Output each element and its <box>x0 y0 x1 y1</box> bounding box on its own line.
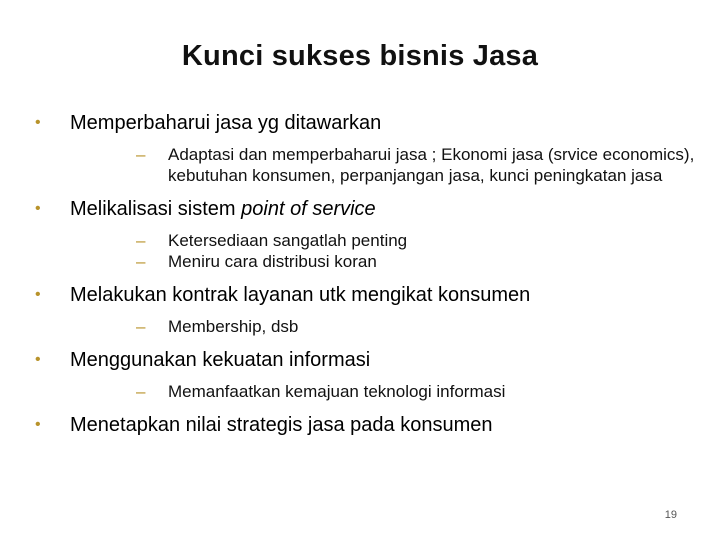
bullet-list <box>32 110 695 438</box>
bullet-dot-icon: • <box>35 416 41 433</box>
bullet-text: Memperbaharui jasa yg ditawarkan <box>70 112 382 134</box>
bullet-dot-icon: • <box>35 286 41 303</box>
sub-item <box>136 381 696 402</box>
sub-list <box>136 381 696 402</box>
sub-item <box>136 251 696 272</box>
bullet-dot-icon: • <box>35 114 41 131</box>
sub-item <box>136 316 696 337</box>
bullet-item <box>32 282 692 337</box>
bullet-text: Menggunakan kekuatan informasi <box>70 349 371 371</box>
bullet-dot-icon: • <box>35 200 41 217</box>
page-number: 19 <box>664 509 677 521</box>
sub-list <box>136 316 696 337</box>
sub-list <box>136 144 696 186</box>
slide-title: Kunci sukses bisnis Jasa <box>181 40 539 72</box>
sub-text: Meniru cara distribusi koran <box>168 252 377 271</box>
bullet-dot-icon: • <box>35 351 41 368</box>
bullet-item <box>32 347 692 402</box>
bullet-text: Melakukan kontrak layanan utk mengikat konsumen <box>70 284 531 306</box>
sub-text: Adaptasi dan memperbaharui jasa ; Ekonomi jasa (srvice economics), kebutuhan konsumen, perpanjangan jasa, kunci peningkatan jasa <box>168 145 695 185</box>
bullet-text: Menetapkan nilai strategis jasa pada konsumen <box>70 414 493 436</box>
dash-icon: – <box>136 382 146 401</box>
sub-text: Memanfaatkan kemajuan teknologi informasi <box>168 382 506 401</box>
bullet-text: Melikalisasi sistem <box>70 198 242 220</box>
sub-item <box>136 230 696 251</box>
sub-list <box>136 230 696 272</box>
dash-icon: – <box>136 252 146 271</box>
sub-item <box>136 144 696 186</box>
bullet-item <box>32 412 692 438</box>
bullet-item <box>32 110 695 186</box>
dash-icon: – <box>136 145 146 164</box>
dash-icon: – <box>136 317 146 336</box>
bullet-item <box>32 196 692 272</box>
sub-text: Ketersediaan sangatlah penting <box>168 231 408 250</box>
sub-text: Membership, dsb <box>168 317 299 336</box>
bullet-text-italic: point of service <box>241 198 376 220</box>
dash-icon: – <box>136 231 146 250</box>
